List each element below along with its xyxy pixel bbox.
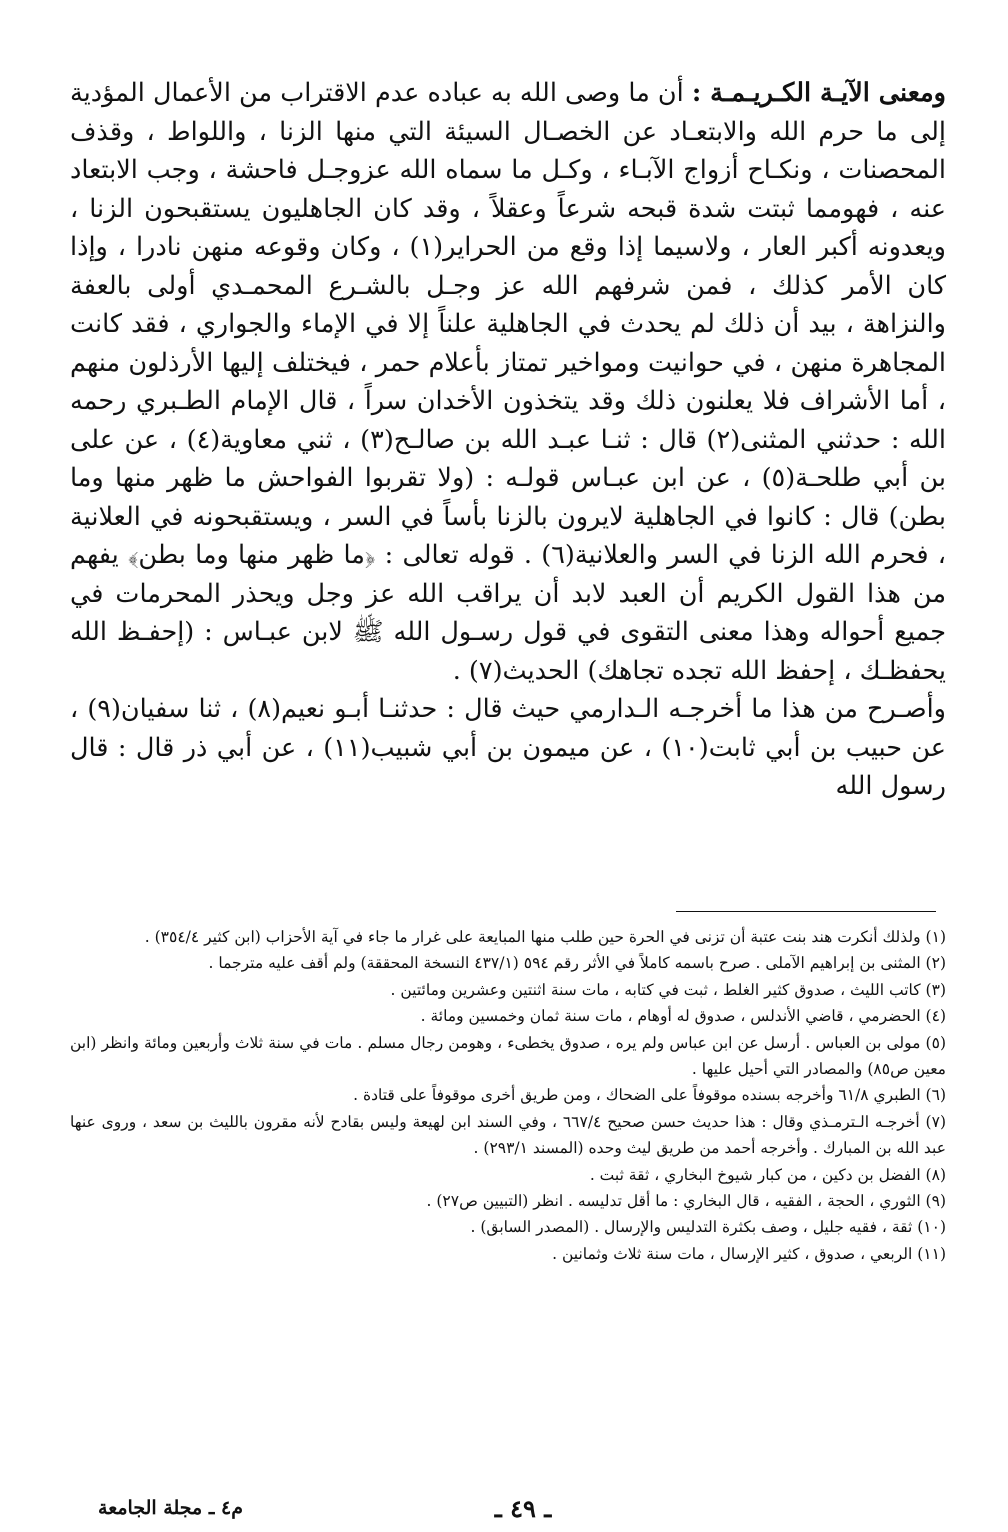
- paragraph-1: [70, 74, 946, 690]
- footnote-10: (١٠) ثقة ، فقيه جليل ، وصف بكثرة التدليس والإرسال . (المصدر السابق) .: [470, 1218, 946, 1237]
- journal-label: م٤ ـ مجلة الجامعة: [98, 1497, 243, 1519]
- paragraph-2: وأصـرح من هذا ما أخرجـه الـدارمي حيث قال : حدثنـا أبـو نعيم(٨) ، ثنا سفيان(٩) ، عن حبيب بن أبي ثابت(١٠) ، عن ميمون بن أبي شبيب(١١) ، عن أبي ذر قال : قال رسول الله: [70, 694, 947, 801]
- footnote-divider: [676, 911, 936, 912]
- footnote-2: (٢) المثنى بن إبراهيم الآملى . صرح باسمه كاملاً في الأثر رقم ٥٩٤ (٤٣٧/١ النسخة المحققة) ولم أقف عليه مترجما .: [208, 954, 946, 973]
- footnote-4: (٤) الحضرمي ، قاضي الأندلس ، صدوق له أوهام ، مات سنة ثمان وخمسين ومائة .: [420, 1007, 946, 1026]
- footnote-5: (٥) مولى بن العباس . أرسل عن ابن عباس ولم يره ، صدوق يخطىء ، وهومن رجال مسلم . مات في سنة ثلاث وأربعين ومائة وانظر (ابن معين ص٨٥) والمصادر التي أحيل عليها .: [70, 1033, 946, 1079]
- footnotes: [70, 924, 946, 1267]
- footnote-3: (٣) كاتب الليث ، صدوق كثير الغلط ، ثبت في كتابه ، مات سنة اثنتين وعشرين ومائتين .: [390, 980, 946, 999]
- footnote-11: (١١) الربعي ، صدوق ، كثير الإرسال ، مات سنة ثلاث وثمانين .: [552, 1244, 946, 1263]
- page-number: ـ ٤٩ ـ: [494, 1494, 552, 1523]
- page-footer: [70, 1496, 940, 1532]
- paragraph-lead: ومعنى الآيـة الكـريـمـة :: [691, 78, 946, 108]
- paragraph-1-text: أن ما وصى الله به عباده عدم الاقتراب من الأعمال المؤدية إلى ما حرم الله والابتعـاد عن الخصـال السيئة التي منها الزنا ، واللواط ، وقذف المحصنات ، ونكـاح أزواج الآبـاء ، وكـل ما سماه الله عزوجـل فاحشة ، وجب الابتعاد عنه ، فهومما ثبتت شدة قبحه شرعاً وعقلاً ، وقد كان الجاهليون يستقبحون الزنا ، ويعدونه أكبر العار ، ولاسيما إذا وقع من الحراير(١) ، وكان وقوعه منهن نادرا ، وإذا كان الأمر كذلك ، فمن شرفهم الله عز وجـل بالشـرع المحمـدي أولى بالعفة والنزاهة ، بيد أن ذلك لم يحدث في الجاهلية علناً إلا في الإماء والجواري ، فقد كانت المجاهرة منهن ، في حوانيت ومواخير تمتاز بأعلام حمر ، فيختلف إليها الأرذلون منهم ، أما الأشراف فلا يعلنون ذلك وقد يتخذون الأخدان سراً ، قال الإمام الطـبري رحمه الله : حدثني المثنى(٢) قال : ثنـا عبـد الله بن صالـح(٣) ، ثني معاوية(٤) ، عن على بن أبي طلحـة(٥) ، عن ابن عبـاس قولـه : (ولا تقربوا الفواحش ما ظهر منها وما بطن) قال : كانوا في الجاهلية لايرون بالزنا بأساً في السر ، ويستقبحونه في العلانية ، فحرم الله الزنا في السر والعلانية(٦) . قوله تعالى : ﴿ما ظهر منها وما بطن﴾ يفهم من هذا القول الكريم أن العبد لابد أن يراقب الله عز وجل ويحذر المحرمات في جميع أحواله وهذا معنى التقوى في قول رسـول الله ﷺ لابن عبـاس : (إحفـظ الله يحفظـك ، إحفظ الله تجده تجاهك) الحديث(٧) .: [70, 78, 946, 686]
- footnote-6: (٦) الطبري ٦١/٨ وأخرجه بسنده موقوفاً على الضحاك ، ومن طريق أخرى موقوفاً على قتادة .: [353, 1086, 946, 1105]
- footnote-9: (٩) الثوري ، الحجة ، الفقيه ، قال البخاري : ما أقل تدليسه . انظر (التبيين ص٢٧) .: [426, 1192, 946, 1211]
- main-text: [70, 74, 946, 806]
- footnote-8: (٨) الفضل بن دكين ، من كبار شيوخ البخاري ، ثقة ثبت .: [589, 1165, 946, 1184]
- footnote-7: (٧) أخرجـه الـترمـذي وقال : هذا حديث حسن صحيح ٦٦٧/٤ ، وفي السند ابن لهيعة وليس بقادح لأنه مقرون بالليث بن سعد ، وروى عنها عبد الله بن المبارك . وأخرجه أحمد من طريق ليث وحده (المسند ٢٩٣/١) .: [70, 1112, 946, 1158]
- footnote-1: (١) ولذلك أنكرت هند بنت عتبة أن تزنى في الحرة حين طلب منها المبايعة على غرار ما جاء في آية الأحزاب (ابن كثير ٣٥٤/٤) .: [144, 928, 946, 946]
